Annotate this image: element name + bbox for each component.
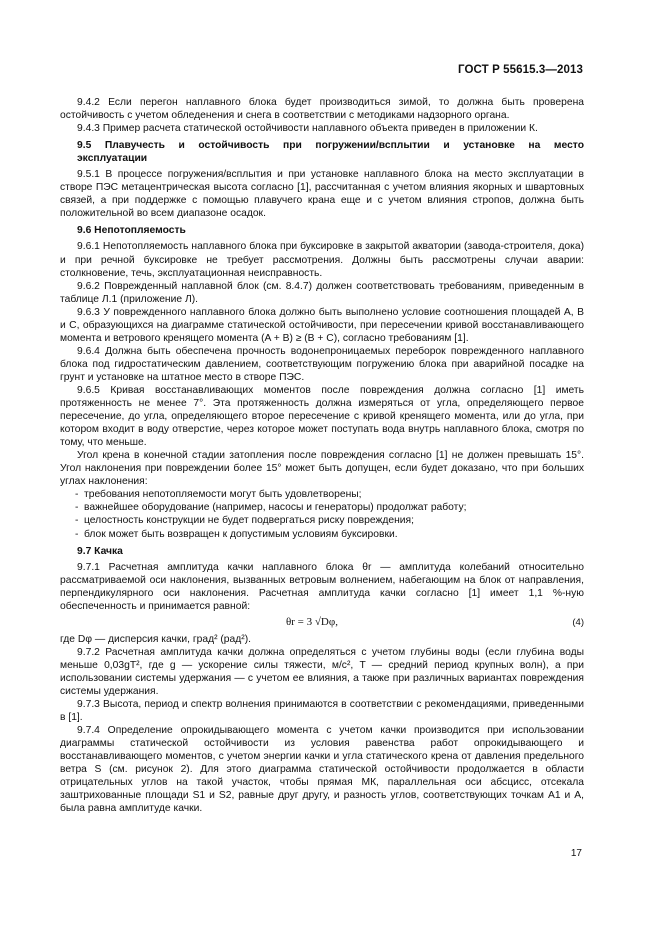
- formula-row: [60, 615, 584, 631]
- paragraph-9-6-3: 9.6.3 У поврежденного наплавного блока должно быть выполнено условие соотношения площадей A, B и C, образующихся на диаграмме статической остойчивости, при пересечении кривой восстанавливающего момента и ветрового кренящего момента (A + B) ≥ (B + C), согласно требованиям [1].: [60, 306, 584, 344]
- paragraph-9-7-3: 9.7.3 Высота, период и спектр волнения принимаются в соответствии с рекомендациями, приведенными в [1].: [60, 699, 584, 724]
- list-item: - блок может быть возвращен к допустимым условиям буксировки.: [75, 528, 398, 540]
- paragraph-9-6-2: 9.6.2 Поврежденный наплавной блок (см. 8.4.7) должен соответствовать требованиям, приведенным в таблице Л.1 (приложение Л).: [60, 280, 584, 305]
- section-heading-9-5: [60, 139, 584, 165]
- list-item: - важнейшее оборудование (например, насосы и генераторы) продолжат работу;: [75, 502, 467, 514]
- paragraph-9-7-4: 9.7.4 Определение опрокидывающего момента с учетом качки производится при использовании диаграммы статической остойчивости из условия равенства работ опрокидывающего и восстанавливающего моментов, с учетом энергии качки и угла статического крена от давления предельного ветра S (см. рисунок 2). Для этого диаграмма статической остойчивости продолжается в области отрицательных углов на такой участок, чтобы прямая МК, параллельная оси абсцисс, отсекала заштрихованные площади S1 и S2, равные друг другу, и разность углов, соответствующих точкам A1 и A, была равна амплитуде качки.: [60, 725, 584, 815]
- paragraph-9-6-1: 9.6.1 Непотопляемость наплавного блока при буксировке в закрытой акватории (завода-строителя, дока) и при речной буксировке не требует рассмотрения. Должны быть рассмотрены случаи аварии: столкновение, течь, эксплуатационная неисправность.: [60, 241, 584, 279]
- document-body: [60, 96, 584, 815]
- paragraph-9-7-2: 9.7.2 Расчетная амплитуда качки должна определяться с учетом глубины воды (если глубина воды меньше 0,03gT², где g — ускорение силы тяжести, м/с², T — средний период крупных волн), а при использовании системы удержания — с учетом ее влияния, а также при различных вариантах повреждения системы удержания.: [60, 646, 584, 697]
- paragraph-heel-angle: Угол крена в конечной стадии затопления после повреждения согласно [1] не должен превышать 15°. Угол наклонения при повреждении более 15° может быть допущен, если будет доказано, что при больших углах наклонения:: [60, 450, 584, 488]
- list-item: - требования непотопляемости могут быть удовлетворены;: [75, 489, 362, 501]
- paragraph-9-7-1: 9.7.1 Расчетная амплитуда качки наплавного блока θr — амплитуда колебаний относительно рассматриваемой оси наклонения, вызванных ветровым волнением, набегающим на блок от направления, перпендикулярного оси наклонения. Расчетная амплитуда качки согласно [1] имеет 1,1 %-ную обеспеченность и принимается равной:: [60, 561, 584, 612]
- formula-explanation: где Dφ — дисперсия качки, град² (рад²).: [60, 633, 251, 645]
- section-heading-9-7: 9.7 Качка: [77, 545, 123, 557]
- paragraph-9-6-4: 9.6.4 Должна быть обеспечена прочность водонепроницаемых переборок поврежденного наплавного блока под гидростатическим давлением, соответствующим погружению блока при аварийной посадке на грунт и установке на штатное место в створе ПЭС.: [60, 345, 584, 383]
- paragraph-9-4-3: 9.4.3 Пример расчета статической остойчивости наплавного объекта приведен в приложении К.: [77, 123, 538, 135]
- section-heading-9-5-line2: эксплуатации: [77, 153, 148, 165]
- paragraph-9-6-5: 9.6.5 Кривая восстанавливающих моментов после повреждения должна согласно [1] иметь протяженность не менее 7°. Эта протяженность должна измеряться от угла, определяющего первое пересечение, до угла, определяющего второе пересечение с кривой кренящего момента, или до угла, при котором входит в воду отверстие, через которое может поступать вода внутрь наплавного блока, смотря по тому, что меньше.: [60, 384, 584, 449]
- formula-amplitude: θr = 3 √Dφ,: [286, 615, 338, 628]
- list-item: - целостность конструкции не будет подвергаться риску повреждения;: [75, 515, 414, 527]
- paragraph-9-4-2: 9.4.2 Если перегон наплавного блока будет производиться зимой, то должна быть проверена остойчивость с учетом обледенения и снега в соответствии с методиками надзорного органа.: [60, 97, 584, 122]
- formula-number: (4): [572, 616, 584, 628]
- document-id-header: ГОСТ Р 55615.3—2013: [458, 64, 583, 76]
- page-number: 17: [570, 848, 582, 859]
- conditions-list: [60, 488, 584, 540]
- paragraph-9-5-1: 9.5.1 В процессе погружения/всплытия и при установке наплавного блока на место эксплуатации в створе ПЭС метацентрическая высота согласно [1], рассчитанная с учетом влияния якорных и швартовных связей, а при поддержке с помощью плавучего крана еще и с учетом влияния стропов, должна быть положительной во всем диапазоне осадок.: [60, 169, 584, 220]
- section-heading-9-5-line1: 9.5 Плавучесть и остойчивость при погружении/всплытии и установке на место: [77, 140, 584, 152]
- section-heading-9-6: 9.6 Непотопляемость: [77, 225, 186, 237]
